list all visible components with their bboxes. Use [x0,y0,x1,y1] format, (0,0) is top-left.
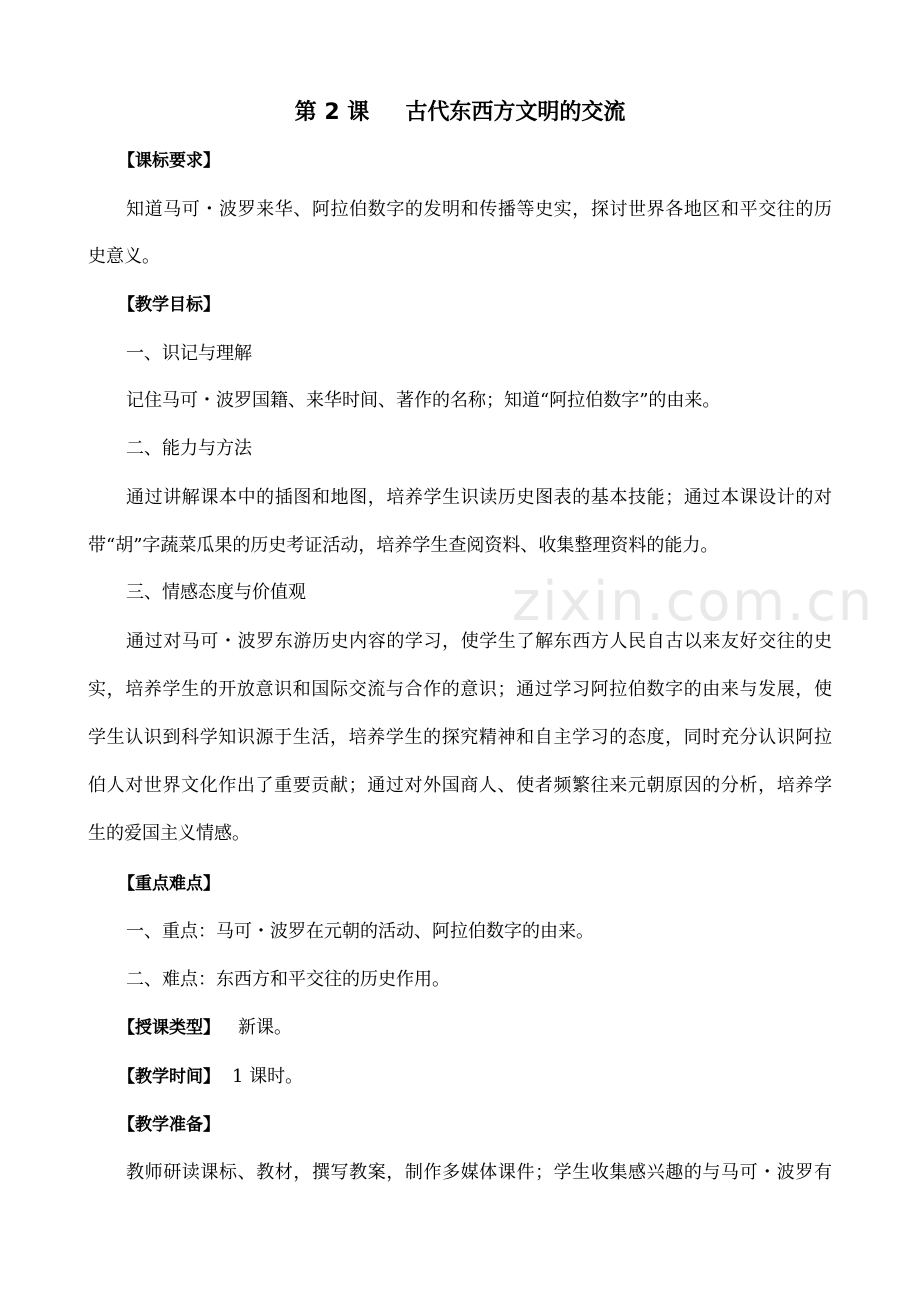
objective-paragraph-3-line3: 学生认识到科学知识源于生活，培养学生的探究精神和自主学习的态度，同时充分认识阿拉 [88,727,832,748]
objective-paragraph-2-line1: 通过讲解课本中的插图和地图，培养学生识读历史图表的基本技能；通过本课设计的对 [126,487,832,508]
objective-paragraph-3-line4: 伯人对世界文化作出了重要贡献；通过对外国商人、使者频繁往来元朝原因的分析，培养学 [88,775,832,796]
objective-paragraph-3-line5: 生的爱国主义情感。 [88,823,250,844]
lesson-time-value: 1 课时。 [232,1066,304,1087]
curriculum-text-line2: 史意义。 [88,246,160,267]
lesson-name: 古代东西方文明的交流 [405,100,626,125]
lesson-time-heading: 【教学时间】 [118,1067,220,1087]
objective-paragraph-3-line1: 通过对马可・波罗东游历史内容的学习，使学生了解东西方人民自古以来友好交往的史 [126,631,832,652]
key-point: 一、重点：马可・波罗在元朝的活动、阿拉伯数字的由来。 [126,921,594,942]
curriculum-heading: 【课标要求】 [118,151,220,171]
preparation-heading: 【教学准备】 [118,1115,220,1135]
lesson-type-heading: 【授课类型】 [118,1018,220,1038]
lesson-time-row [118,1065,303,1089]
objective-subheading-2: 二、能力与方法 [126,438,252,459]
watermark: zixin.com.cn [512,570,875,633]
objective-subheading-3: 三、情感态度与价值观 [126,582,306,603]
objective-paragraph-1: 记住马可・波罗国籍、来华时间、著作的名称；知道“阿拉伯数字”的由来。 [126,390,721,411]
objectives-heading: 【教学目标】 [118,295,220,315]
curriculum-text-line1: 知道马可・波罗来华、阿拉伯数字的发明和传播等史实，探讨世界各地区和平交往的历 [126,199,832,220]
objective-subheading-1: 一、识记与理解 [126,343,252,364]
preparation-text-line1: 教师研读课标、教材，撰写教案，制作多媒体课件；学生收集感兴趣的与马可・波罗有 [126,1162,832,1183]
key-points-heading: 【重点难点】 [118,874,220,894]
page-title [0,98,920,128]
lesson-number: 第 2 课 [294,100,370,125]
lesson-type-row [118,1016,292,1040]
objective-paragraph-3-line2: 实，培养学生的开放意识和国际交流与合作的意识；通过学习阿拉伯数字的由来与发展，使 [88,679,832,700]
lesson-type-value: 新课。 [238,1017,292,1038]
difficult-point: 二、难点：东西方和平交往的历史作用。 [126,969,450,990]
objective-paragraph-2-line2: 带“胡”字蔬菜瓜果的历史考证活动，培养学生查阅资料、收集整理资料的能力。 [88,535,719,556]
